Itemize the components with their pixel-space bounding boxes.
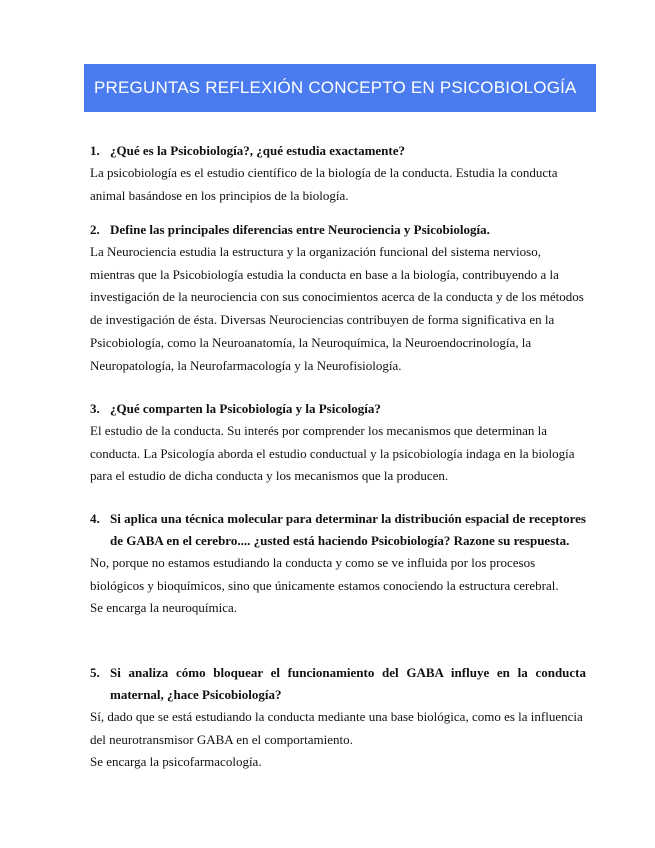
answer-paragraph: La psicobiología es el estudio científico de la biología de la conducta. Estudia la conducta animal basándose en los principios de la biología. xyxy=(90,165,558,203)
answer xyxy=(90,420,586,488)
answer-paragraph: No, porque no estamos estudiando la conducta y como se ve influida por los procesos biológicos y bioquímicos, sino que únicamente estamos conociendo la estructura cerebral. xyxy=(90,555,559,593)
question-heading xyxy=(90,662,586,706)
question-number: 5. xyxy=(90,665,100,680)
question-number: 3. xyxy=(90,401,100,416)
question-text: Si aplica una técnica molecular para determinar la distribución espacial de receptores de GABA en el cerebro.... ¿usted está haciendo Psicobiología? Razone su respuesta. xyxy=(110,511,586,548)
question-text: ¿Qué es la Psicobiología?, ¿qué estudia exactamente? xyxy=(110,143,406,158)
question-heading xyxy=(90,508,586,552)
answer xyxy=(90,706,586,774)
answer-paragraph: La Neurociencia estudia la estructura y la organización funcional del sistema nervioso, mientras que la Psicobiología estudia la conducta en base a la biología, contribuyendo a la investigación de la neurociencia con sus conocimientos acerca de la conducta y de los métodos de investigación de ésta. Diversas Neurociencias contribuyen de forma significativa en la Psicobiología, como la Neuroanatomía, la Neuroquímica, la Neuroendocrinología, la Neuropatología, la Neurofarmacología y la Neurofisiología. xyxy=(90,244,584,373)
question-text: Define las principales diferencias entre Neurociencia y Psicobiología. xyxy=(110,222,490,237)
answer xyxy=(90,552,586,620)
answer-paragraph: Se encarga la neuroquímica. xyxy=(90,600,238,616)
question-block-2 xyxy=(90,219,586,377)
title-banner xyxy=(84,64,596,112)
answer xyxy=(90,162,586,207)
question-heading xyxy=(90,140,586,162)
question-block-3 xyxy=(90,398,586,488)
question-block-4 xyxy=(90,508,586,620)
question-heading xyxy=(90,398,586,420)
question-number: 2. xyxy=(90,222,100,237)
question-number: 1. xyxy=(90,143,100,158)
answer-paragraph: El estudio de la conducta. Su interés por comprender los mecanismos que determinan la conducta. La Psicología aborda el estudio conductual y la psicobiología indaga en la biología para el estudio de dicha conducta y los mecanismos que la producen. xyxy=(90,423,575,484)
answer xyxy=(90,241,586,377)
answer-paragraph: Sí, dado que se está estudiando la conducta mediante una base biológica, como es la influencia del neurotransmisor GABA en el comportamiento. xyxy=(90,709,583,747)
question-text: ¿Qué comparten la Psicobiología y la Psicología? xyxy=(110,401,381,416)
page-title: PREGUNTAS REFLEXIÓN CONCEPTO EN PSICOBIOLOGÍA xyxy=(94,78,577,97)
question-number: 4. xyxy=(90,511,100,526)
question-block-5 xyxy=(90,662,586,774)
question-heading xyxy=(90,219,586,241)
question-text: Si analiza cómo bloquear el funcionamiento del GABA influye en la conducta maternal, ¿hace Psicobiología? xyxy=(110,665,586,702)
answer-paragraph: Se encarga la psicofarmacología. xyxy=(90,754,262,770)
question-block-1 xyxy=(90,140,586,207)
